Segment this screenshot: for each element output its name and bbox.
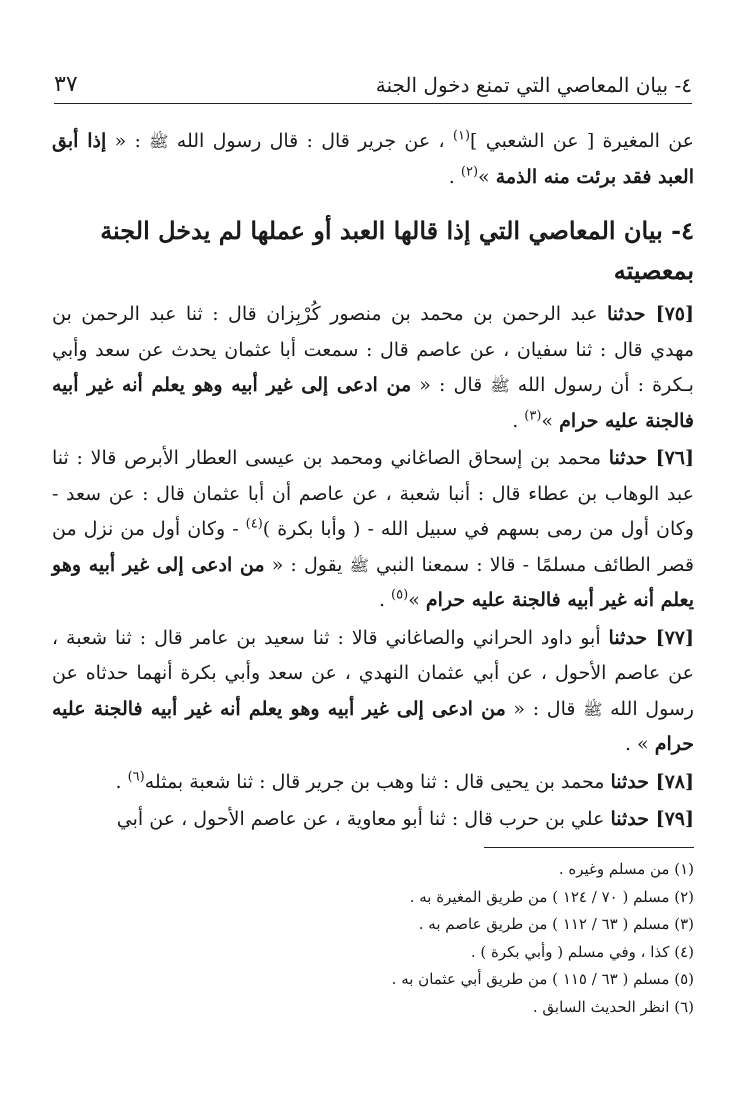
- hadith-entry-76: [52, 441, 694, 619]
- salawat-glyph: ﷺ: [583, 699, 603, 719]
- hadith-quote: إذا أبق العبد فقد برئت منه الذمة: [52, 130, 694, 188]
- hadith-entry-75: [52, 297, 694, 439]
- footnote-5: (٥) مسلم ( ٦٣ / ١١٥ ) من طريق أبي عثمان به .: [391, 970, 694, 988]
- hadith-entry-78: [52, 765, 694, 801]
- text-run: أبو داود الحراني والصاغاني قالا : ثنا سعيد بن عامر قال : ثنا شعبة ، عن عاصم الأحول ، عن أبي عثمان النهدي ، عن سعد وأبي بكرة أنهما حدثاه عن رسول الله: [52, 626, 694, 720]
- footnote-ref: (١): [452, 128, 471, 144]
- entry-label: [٧٥] حدثنا: [607, 303, 694, 325]
- hadith-quote: من ادعى إلى غير أبيه وهو يعلم أنه غير أبيه فالجنة عليه حرام: [52, 553, 694, 611]
- text-run: : «: [106, 130, 150, 152]
- footnote-2: (٢) مسلم ( ٧٠ / ١٢٤ ) من طريق المغيرة به .: [409, 887, 694, 906]
- section-heading: ٤- بيان المعاصي التي إذا قالها العبد أو عملها لم يدخل الجنة بمعصيته: [100, 216, 694, 285]
- text-run: .: [115, 770, 128, 793]
- text-run: - وكان أول من نزل من قصر الطائف مسلمًا - قالا : سمعنا النبي: [52, 518, 694, 576]
- hadith-quote: من ادعى إلى غير أبيه وهو يعلم أنه غير أبيه فالجنة عليه حرام: [52, 374, 694, 432]
- footnote-3: (٣) مسلم ( ٦٣ / ١١٢ ) من طريق عاصم به .: [418, 915, 694, 933]
- text-run: .: [512, 409, 525, 432]
- text-run: محمد بن إسحاق الصاغاني ومحمد بن عيسى العطار الأبرص قالا : ثنا عبد الوهاب بن عطاء قال : أنبا شعبة ، عن عاصم أن أبا عثمان قال : عن سعد - وكان أول من رمى بسهم في سبيل الله - ( وأبا بكرة ): [52, 447, 694, 540]
- salawat-glyph: ﷺ: [349, 555, 369, 575]
- salawat-glyph: ﷺ: [490, 376, 510, 395]
- entry-label: [٧٦] حدثنا: [608, 447, 695, 469]
- entry-label: [٧٩] حدثنا: [610, 808, 694, 830]
- text-run: » .: [624, 733, 655, 755]
- text-run: عبد الرحمن بن محمد بن منصور كُرْبِزان قال : ثنا عبد الرحمن بن مهدي قال : ثنا سفيان ، عن عاصم قال : سمعت أبا عثمان يحدث عن سعد وأبي بـكرة : أن رسول الله: [52, 303, 694, 396]
- text-run: محمد بن يحيى قال : ثنا وهب بن جرير قال : ثنا شعبة بمثله: [144, 770, 611, 793]
- page-header: [54, 64, 692, 104]
- text-run: »: [408, 589, 426, 611]
- footnote-divider: [484, 847, 694, 848]
- footnote-1: (١) من مسلم وغيره .: [558, 860, 694, 878]
- intro-paragraph: [52, 124, 694, 195]
- footnotes: [52, 856, 694, 1021]
- footnote-ref: (٣): [524, 408, 542, 424]
- salawat-glyph: ﷺ: [149, 132, 169, 151]
- running-title: ٤- بيان المعاصي التي تمنع دخول الجنة: [375, 73, 692, 97]
- entry-label: [٧٧] حدثنا: [608, 626, 694, 649]
- text-run: يقول : «: [264, 553, 350, 576]
- text-run: علي بن حرب قال : ثنا أبو معاوية ، عن عاصم الأحول ، عن أبي: [116, 808, 611, 830]
- footnote-ref: (٦): [127, 769, 145, 785]
- text-run: قال : «: [505, 697, 584, 720]
- page-body: [52, 124, 694, 838]
- text-run: قال : «: [411, 374, 491, 396]
- hadith-quote: من ادعى إلى غير أبيه وهو يعلم أنه غير أبيه فالجنة عليه حرام: [52, 697, 694, 755]
- text-run: »: [478, 165, 496, 188]
- text-run: .: [448, 165, 461, 188]
- text-run: ، عن جرير قال : قال رسول الله: [168, 130, 453, 152]
- page-number: ٣٧: [54, 72, 78, 97]
- footnote-ref: (٥): [391, 587, 409, 603]
- footnote-4: (٤) كذا ، وفي مسلم ( وأبي بكرة ) .: [470, 942, 694, 961]
- hadith-entry-77: [52, 621, 694, 763]
- footnote-ref: (٤): [245, 516, 263, 532]
- hadith-entry-79: [52, 802, 694, 838]
- footnote-6: (٦) انظر الحديث السابق .: [532, 997, 694, 1016]
- text-run: .: [378, 589, 392, 611]
- text-run: عن المغيرة [ عن الشعبي ]: [470, 130, 694, 152]
- footnote-ref: (٢): [460, 164, 479, 180]
- entry-label: [٧٨] حدثنا: [610, 770, 694, 793]
- text-run: »: [541, 409, 560, 432]
